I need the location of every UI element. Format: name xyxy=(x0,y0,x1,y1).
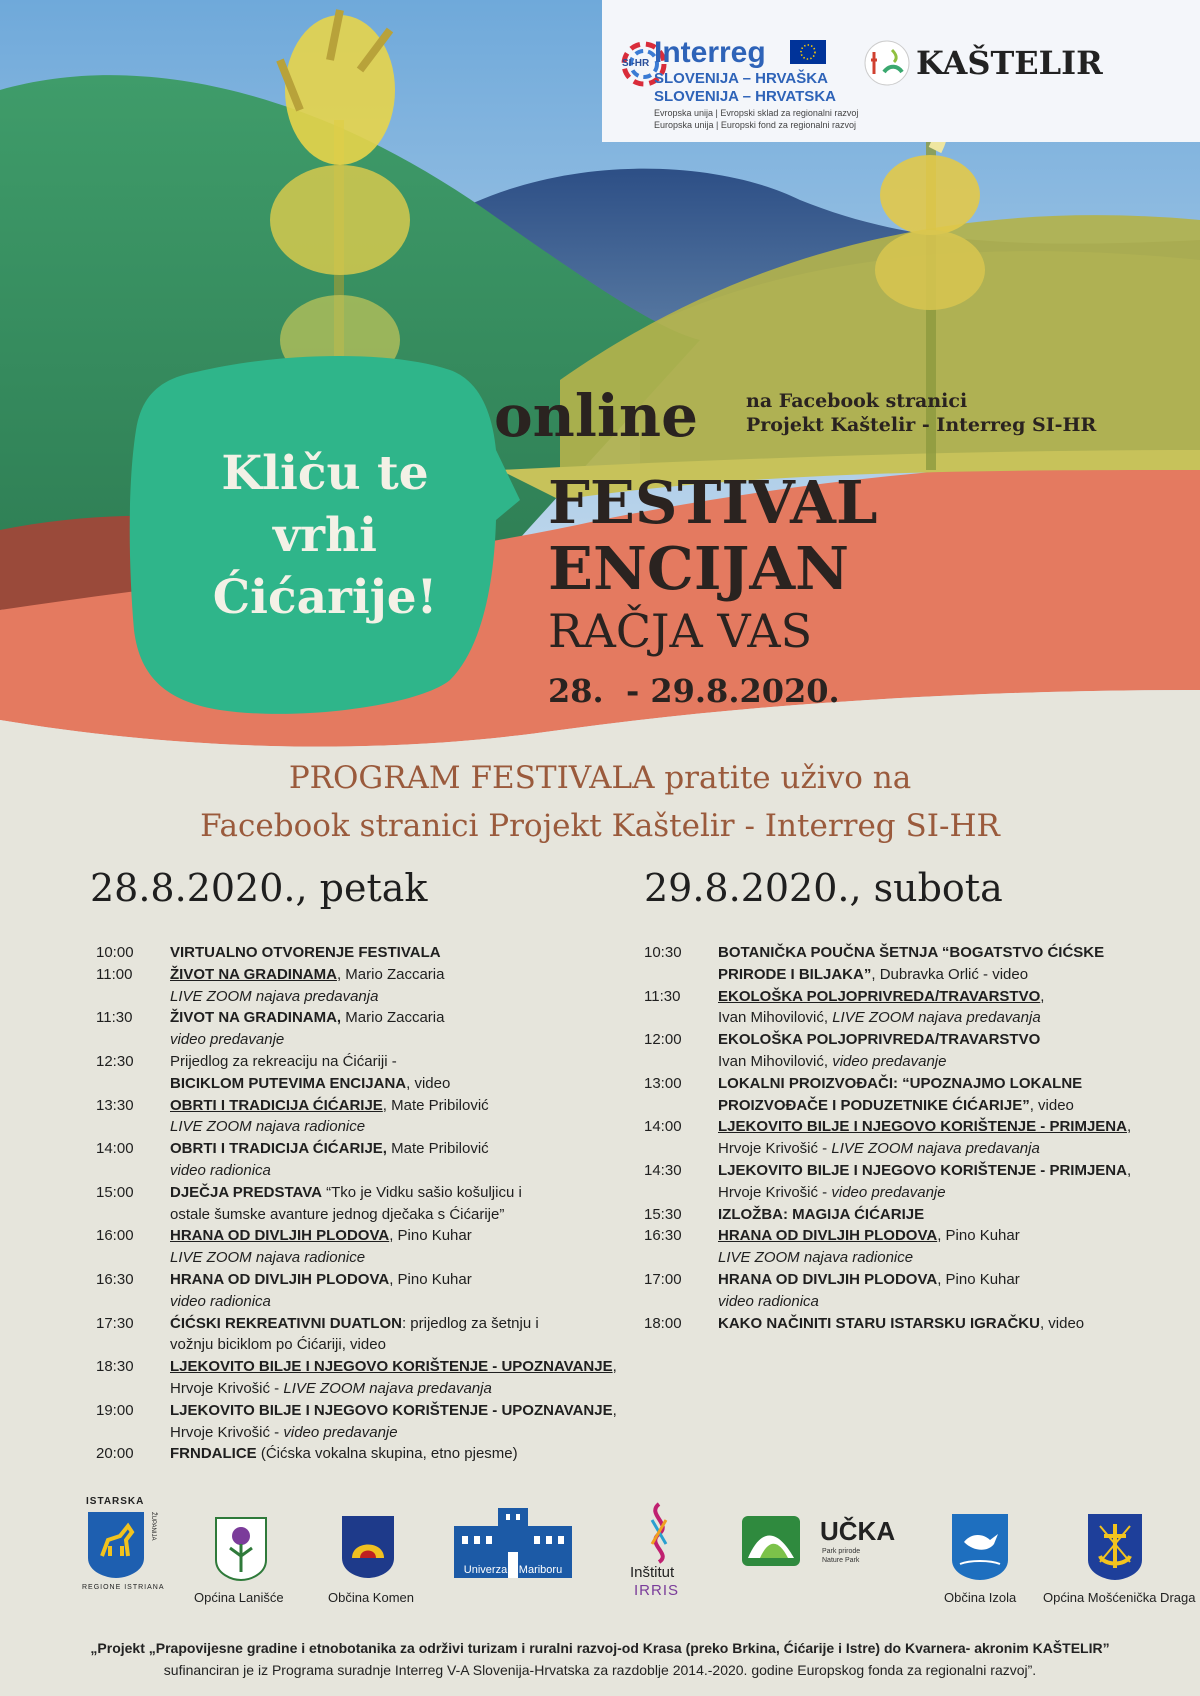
schedule-text: , Pino Kuhar xyxy=(389,1227,472,1245)
schedule-text: Hrvoje Krivošić - xyxy=(170,1423,284,1441)
schedule-line xyxy=(718,986,1164,1008)
schedule-time: 13:30 xyxy=(96,1096,134,1114)
irris-caption-1: Inštitut xyxy=(630,1564,675,1581)
ucka-sub-2: Nature Park xyxy=(822,1557,860,1564)
schedule-text: , xyxy=(1126,1161,1132,1179)
schedule-time: 16:30 xyxy=(644,1227,682,1245)
day2-schedule xyxy=(644,942,1164,1334)
schedule-text: Ivan Mihovilović, xyxy=(718,1052,833,1070)
schedule-text: video radionica xyxy=(170,1161,271,1179)
schedule-line xyxy=(170,1225,616,1247)
istarska-bottom: REGIONE ISTRIANA xyxy=(82,1584,165,1591)
schedule-line xyxy=(170,1247,616,1269)
schedule-time: 20:00 xyxy=(96,1445,134,1463)
schedule-text: , Pino Kuhar xyxy=(937,1270,1020,1288)
schedule-description xyxy=(170,942,616,964)
schedule-row xyxy=(644,1073,1164,1117)
schedule-line xyxy=(718,1182,1164,1204)
schedule-text: Hrvoje Krivošić - xyxy=(718,1183,832,1201)
sponsor-logo-panel xyxy=(602,0,1200,142)
schedule-line xyxy=(718,1247,1164,1269)
schedule-text: “Tko je Vidku sašio košuljicu i xyxy=(321,1183,522,1201)
schedule-line xyxy=(718,1313,1164,1335)
interreg-small-slo: Evropska unija | Evropski sklad za regionalni razvoj xyxy=(654,108,859,118)
schedule-row xyxy=(644,1116,1164,1160)
schedule-line xyxy=(170,1443,616,1465)
interreg-line-slo: SLOVENIJA – HRVAŠKA xyxy=(654,70,828,87)
schedule-text: , Pino Kuhar xyxy=(389,1270,472,1288)
schedule-time: 11:00 xyxy=(96,965,133,983)
schedule-row xyxy=(96,942,616,964)
place-title: RAČJA VAS xyxy=(548,604,813,658)
bubble-line-3: Ćićarije! xyxy=(212,570,438,625)
irris-rainbow-icon xyxy=(644,1500,674,1564)
schedule-row xyxy=(96,1095,616,1139)
schedule-line xyxy=(718,1095,1164,1117)
schedule-row xyxy=(644,1313,1164,1335)
schedule-line xyxy=(718,1138,1164,1160)
schedule-time: 17:30 xyxy=(96,1314,134,1332)
schedule-text: Mario Zaccaria xyxy=(341,1009,445,1027)
interreg-badge: SI-HR xyxy=(622,58,650,69)
schedule-text: LIVE ZOOM najava radionice xyxy=(170,1118,366,1136)
schedule-line xyxy=(170,1138,616,1160)
schedule-time: 16:30 xyxy=(96,1270,134,1288)
program-heading-line-2: Facebook stranici Projekt Kaštelir - Interreg SI-HR xyxy=(200,808,1000,844)
schedule-text: , video xyxy=(1029,1096,1074,1114)
day2-heading: 29.8.2020., subota xyxy=(644,866,1003,910)
schedule-row xyxy=(96,1138,616,1182)
schedule-description xyxy=(170,1443,616,1465)
schedule-time: 10:30 xyxy=(644,944,682,961)
schedule-description xyxy=(718,1313,1164,1335)
schedule-description xyxy=(718,986,1164,1030)
schedule-row xyxy=(96,964,616,1008)
schedule-text: LIVE ZOOM najava radionice xyxy=(170,1249,366,1267)
schedule-row xyxy=(96,1051,616,1095)
schedule-row xyxy=(644,942,1164,986)
schedule-time: 18:00 xyxy=(644,1314,682,1332)
schedule-line xyxy=(718,1204,1164,1226)
schedule-time: 14:30 xyxy=(644,1161,682,1179)
schedule-text: , Mario Zaccaria xyxy=(336,965,445,983)
program-heading-line-1 xyxy=(0,760,1200,796)
schedule-line xyxy=(718,1073,1164,1095)
schedule-text: EKOLOŠKA POLJOPRIVREDA/TRAVARSTVO xyxy=(718,1031,1041,1049)
schedule-line xyxy=(718,1291,1164,1313)
komen-caption: Občina Komen xyxy=(328,1590,414,1605)
schedule-line xyxy=(170,1269,616,1291)
interreg-title: Interreg xyxy=(654,36,766,69)
schedule-time: 16:00 xyxy=(96,1227,134,1245)
schedule-text: KAKO NAČINITI STARU ISTARSKU IGRAČKU xyxy=(718,1314,1040,1332)
schedule-time: 19:00 xyxy=(96,1401,134,1419)
schedule-line xyxy=(170,1334,616,1356)
schedule-line xyxy=(170,1007,616,1029)
schedule-description xyxy=(170,1356,617,1400)
schedule-text: video predavanje xyxy=(170,1031,285,1049)
lanisce-caption: Općina Lanišće xyxy=(194,1590,284,1605)
schedule-description xyxy=(170,1269,616,1313)
schedule-row xyxy=(96,1400,616,1444)
schedule-description xyxy=(170,1313,616,1357)
schedule-text: LIVE ZOOM najava predavanja xyxy=(170,987,379,1005)
schedule-line xyxy=(170,1116,616,1138)
moscenicka-anchor-crest-icon xyxy=(1086,1512,1144,1582)
schedule-line xyxy=(170,1400,617,1422)
schedule-line xyxy=(170,1182,616,1204)
schedule-text: , video xyxy=(406,1074,451,1092)
izola-dove-crest-icon xyxy=(950,1512,1010,1582)
schedule-text: PROIZVOĐAČE I PODUZETNIKE ĆIĆARIJE” xyxy=(718,1096,1030,1114)
schedule-description xyxy=(718,1204,1164,1226)
schedule-text: , xyxy=(612,1358,617,1376)
irris-caption-2: IRRIS xyxy=(634,1582,680,1599)
schedule-description xyxy=(170,1007,616,1051)
schedule-text: LIVE ZOOM najava predavanja xyxy=(831,1140,1040,1158)
schedule-text: LIVE ZOOM najava predavanja xyxy=(283,1379,492,1397)
schedule-text: , xyxy=(612,1401,617,1419)
schedule-description xyxy=(718,1073,1164,1117)
maribor-caption: Univerza v Mariboru xyxy=(463,1564,563,1576)
schedule-text: , xyxy=(1040,987,1045,1005)
schedule-description xyxy=(170,964,616,1008)
schedule-time: 14:00 xyxy=(96,1140,134,1158)
schedule-text: FRNDALICE xyxy=(170,1445,257,1463)
istarska-side: ŽUPANIJA xyxy=(150,1512,156,1541)
schedule-description xyxy=(170,1225,616,1269)
schedule-text: LJEKOVITO BILJE I NJEGOVO KORIŠTENJE - UPOZNAVANJE xyxy=(170,1358,613,1376)
facebook-line-2: Projekt Kaštelir - Interreg SI-HR xyxy=(746,414,1097,436)
schedule-line xyxy=(170,1073,616,1095)
festival-title: FESTIVAL xyxy=(548,468,878,537)
schedule-row xyxy=(644,1160,1164,1204)
schedule-description xyxy=(718,1029,1164,1073)
online-label: online xyxy=(494,382,698,450)
schedule-text: , Dubravka Orlić - video xyxy=(871,965,1029,983)
schedule-row xyxy=(644,1029,1164,1073)
facebook-line-1: na Facebook stranici xyxy=(746,390,968,412)
schedule-text: HRANA OD DIVLJIH PLODOVA xyxy=(170,1227,390,1245)
schedule-line xyxy=(170,964,616,986)
schedule-time: 14:00 xyxy=(644,1118,682,1136)
schedule-description xyxy=(170,1400,617,1444)
schedule-description xyxy=(170,1095,616,1139)
schedule-row xyxy=(96,1225,616,1269)
schedule-description xyxy=(718,942,1164,986)
schedule-time: 12:00 xyxy=(644,1031,682,1049)
encijan-title: ENCIJAN xyxy=(548,534,850,603)
schedule-row xyxy=(96,1182,616,1226)
kastelir-emblem-icon xyxy=(862,38,912,88)
schedule-line xyxy=(718,1029,1164,1051)
schedule-time: 11:30 xyxy=(96,1009,133,1027)
footer-line-1: „Projekt „Prapovijesne gradine i etnobotanika za održivi turizam i ruralni razvoj-od Krasa (preko Brkina, Ćićarije i Istre) do Kvarnera- akronim KAŠTELIR” xyxy=(90,1640,1110,1656)
schedule-time: 17:00 xyxy=(644,1270,682,1288)
program-heading-rest: pratite uživo na xyxy=(654,760,912,796)
schedule-text: PRIRODE I BILJAKA” xyxy=(718,965,872,983)
schedule-text: IZLOŽBA: MAGIJA ĆIĆARIJE xyxy=(718,1205,925,1223)
schedule-description xyxy=(718,1160,1164,1204)
schedule-line xyxy=(718,1160,1164,1182)
schedule-text: Hrvoje Krivošić - xyxy=(718,1140,832,1158)
schedule-line xyxy=(170,1051,616,1073)
footer-line-2: sufinanciran je iz Programa suradnje Interreg V-A Slovenija-Hrvatska za razdoblje 2014.-2020. godine Europskog fonda za regionalni razvoj”. xyxy=(163,1662,1037,1678)
schedule-text: HRANA OD DIVLJIH PLODOVA xyxy=(718,1227,938,1245)
schedule-text: (Ćićska vokalna skupina, etno pjesme) xyxy=(256,1445,518,1463)
schedule-line xyxy=(170,1204,616,1226)
schedule-text: LIVE ZOOM najava radionice xyxy=(718,1249,914,1267)
schedule-text: , xyxy=(1126,1118,1132,1136)
schedule-text: DJEČJA PREDSTAVA xyxy=(170,1183,322,1201)
schedule-text: HRANA OD DIVLJIH PLODOVA xyxy=(718,1270,938,1288)
schedule-text: LOKALNI PROIZVOĐAČI: “UPOZNAJMO LOKALNE xyxy=(718,1074,1083,1092)
schedule-line xyxy=(170,1160,616,1182)
schedule-time: 13:00 xyxy=(644,1074,682,1092)
schedule-text: : prijedlog za šetnju i xyxy=(401,1314,539,1332)
schedule-line xyxy=(718,1051,1164,1073)
schedule-line xyxy=(170,1313,616,1335)
schedule-text: video predavanje xyxy=(832,1052,947,1070)
schedule-time: 10:00 xyxy=(96,944,134,961)
festival-dates: 28. - 29.8.2020. xyxy=(548,672,840,710)
interreg-line-hr: SLOVENIJA – HRVATSKA xyxy=(654,88,836,105)
schedule-description xyxy=(718,1269,1164,1313)
schedule-text: LJEKOVITO BILJE I NJEGOVO KORIŠTENJE - PRIMJENA xyxy=(718,1118,1127,1136)
schedule-description xyxy=(718,1116,1164,1160)
istarska-goat-crest-icon xyxy=(86,1510,146,1580)
schedule-description xyxy=(718,1225,1164,1269)
kastelir-logo-text: KAŠTELIR xyxy=(916,44,1103,82)
program-heading-bold: PROGRAM FESTIVALA xyxy=(288,760,655,796)
moscenicka-caption: Općina Mošćenička Draga xyxy=(1043,1590,1196,1605)
schedule-line xyxy=(170,986,616,1008)
schedule-text: LJEKOVITO BILJE I NJEGOVO KORIŠTENJE - PRIMJENA xyxy=(718,1161,1127,1179)
schedule-text: Mate Pribilović xyxy=(386,1140,489,1158)
schedule-text: OBRTI I TRADICIJA ĆIĆARIJE, xyxy=(170,1140,387,1158)
schedule-text: video radionica xyxy=(170,1292,271,1310)
schedule-line xyxy=(718,1116,1164,1138)
schedule-line xyxy=(170,1378,617,1400)
schedule-text: ostale šumske avanture jednog dječaka s Ćićarije” xyxy=(170,1205,505,1223)
schedule-row xyxy=(644,986,1164,1030)
komen-crest-icon xyxy=(340,1514,396,1580)
day1-heading: 28.8.2020., petak xyxy=(90,866,428,910)
schedule-time: 15:00 xyxy=(96,1183,134,1201)
schedule-time: 15:30 xyxy=(644,1205,682,1223)
ucka-mountain-icon xyxy=(742,1516,800,1566)
schedule-text: vožnju biciklom po Ćićariji, video xyxy=(170,1336,386,1354)
schedule-line xyxy=(718,1225,1164,1247)
schedule-line xyxy=(718,1007,1164,1029)
schedule-row xyxy=(96,1356,616,1400)
schedule-description xyxy=(170,1182,616,1226)
schedule-text: HRANA OD DIVLJIH PLODOVA xyxy=(170,1270,390,1288)
schedule-line xyxy=(170,1029,616,1051)
schedule-text: EKOLOŠKA POLJOPRIVREDA/TRAVARSTVO xyxy=(718,987,1041,1005)
schedule-line xyxy=(170,942,616,964)
schedule-text: , video xyxy=(1039,1314,1085,1332)
schedule-line xyxy=(718,1269,1164,1291)
schedule-text: Hrvoje Krivošić - xyxy=(170,1379,284,1397)
schedule-text: video predavanje xyxy=(831,1183,946,1201)
bubble-line-1: Kliču te xyxy=(221,446,429,501)
schedule-text: ĆIĆSKI REKREATIVNI DUATLON xyxy=(170,1314,402,1332)
day1-schedule xyxy=(96,942,616,1465)
schedule-row xyxy=(96,1007,616,1051)
schedule-time: 12:30 xyxy=(96,1052,134,1070)
eu-flag-icon xyxy=(790,40,826,64)
schedule-time: 18:30 xyxy=(96,1358,134,1376)
schedule-row xyxy=(644,1204,1164,1226)
schedule-text: ŽIVOT NA GRADINAMA xyxy=(170,965,337,983)
schedule-text: BOTANIČKA POUČNA ŠETNJA “BOGATSTVO ĆIĆSKE xyxy=(718,944,1105,961)
bubble-line-2: vrhi xyxy=(272,508,378,563)
schedule-text: video radionica xyxy=(718,1292,819,1310)
schedule-line xyxy=(170,1422,617,1444)
schedule-text: video predavanje xyxy=(283,1423,398,1441)
lanisce-crest-icon xyxy=(214,1516,268,1582)
interreg-small-hr: Europska unija | Europski fond za regionalni razvoj xyxy=(654,120,856,130)
schedule-text: Ivan Mihovilović, xyxy=(718,1009,833,1027)
schedule-description xyxy=(170,1051,616,1095)
schedule-text: , Pino Kuhar xyxy=(937,1227,1020,1245)
schedule-text: LIVE ZOOM najava predavanja xyxy=(832,1009,1041,1027)
schedule-row xyxy=(96,1269,616,1313)
schedule-line xyxy=(170,1356,617,1378)
schedule-description xyxy=(170,1138,616,1182)
schedule-text: ŽIVOT NA GRADINAMA, xyxy=(170,1009,342,1027)
schedule-text: VIRTUALNO OTVORENJE FESTIVALA xyxy=(170,944,441,961)
schedule-text: Prijedlog za rekreaciju na Ćićariji - xyxy=(170,1052,397,1070)
schedule-text: , Mate Pribilović xyxy=(382,1096,489,1114)
schedule-row xyxy=(644,1225,1164,1269)
schedule-line xyxy=(718,942,1164,964)
izola-caption: Občina Izola xyxy=(944,1590,1017,1605)
ucka-sub-1: Park prirode xyxy=(822,1548,861,1555)
schedule-line xyxy=(718,964,1164,986)
schedule-text: LJEKOVITO BILJE I NJEGOVO KORIŠTENJE - UPOZNAVANJE xyxy=(170,1401,613,1419)
schedule-text: BICIKLOM PUTEVIMA ENCIJANA xyxy=(170,1074,407,1092)
schedule-row xyxy=(644,1269,1164,1313)
schedule-row xyxy=(96,1443,616,1465)
ucka-title: UČKA xyxy=(820,1516,896,1546)
schedule-text: OBRTI I TRADICIJA ĆIĆARIJE xyxy=(170,1096,383,1114)
schedule-row xyxy=(96,1313,616,1357)
schedule-line xyxy=(170,1095,616,1117)
schedule-line xyxy=(170,1291,616,1313)
istarska-top: ISTARSKA xyxy=(86,1496,145,1507)
schedule-time: 11:30 xyxy=(644,987,681,1005)
